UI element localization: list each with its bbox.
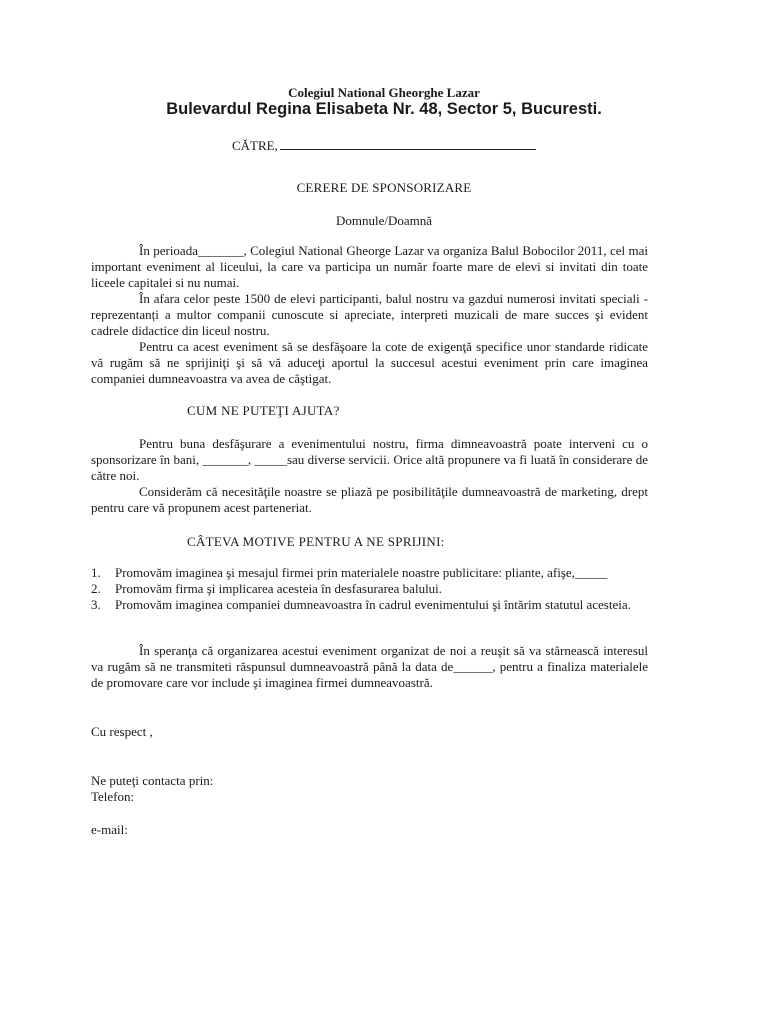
- document-title: CERERE DE SPONSORIZARE: [296, 180, 472, 195]
- list-item: [91, 597, 648, 613]
- intro-paragraph: Pentru ca acest eveniment să se desfăşoare la cote de exigenţă specifice unor standarde ridicate vă rugăm să ne sprijiniţi şi să vă aduceţi aportul la succesul acestui eveniment prin care imaginea companiei dumneavoastra va avea de câştigat.: [91, 339, 648, 386]
- closing-paragraph: În speranţa că organizarea acestui eveniment organizat de noi a reuşit să va stârnească interesul va rugăm să ne transmiteti răspunsul dumneavoastră până la data de______, pentru a finaliza materialele de promovare care vor include şi imaginea firmei dumneavoastră.: [91, 643, 648, 690]
- list-number: 3.: [91, 597, 101, 612]
- intro-paragraph: În afara celor peste 1500 de elevi participanti, balul nostru va gazdui numerosi invitati speciali - reprezentanți a multor companii cunoscute si apreciate, interpreti muzicali de mare succes şi evident cadrele didactice din liceul nostru.: [91, 291, 648, 338]
- email-label: e-mail:: [91, 822, 128, 837]
- recipient-blank: [280, 137, 536, 150]
- school-name: Colegiul National Gheorghe Lazar: [288, 85, 480, 100]
- greeting: Domnule/Doamnă: [335, 213, 433, 228]
- phone-label: Telefon:: [91, 789, 135, 804]
- intro-paragraph: În perioada_______, Colegiul National Gheorge Lazar va organiza Balul Bobocilor 2011, cel mai important eveniment al liceului, la care va participa un număr foarte mare de elevi si invitati din toate liceele capitalei si nu numai.: [91, 243, 648, 290]
- help-paragraph: Considerăm că necesităţile noastre se pliază pe posibilităţile dumneavoastră de marketing, drept pentru care vă propunem acest parteneriat.: [91, 484, 648, 515]
- closing-section: [91, 643, 648, 691]
- reasons-list: [91, 565, 648, 613]
- recipient-line: [232, 137, 536, 154]
- list-text: Promovăm imaginea companiei dumneavoastra în cadrul evenimentului şi întărim statutul acesteia.: [115, 597, 631, 612]
- list-text: Promovăm firma şi implicarea acesteia în desfasurarea balului.: [115, 581, 443, 596]
- list-number: 1.: [91, 565, 101, 580]
- recipient-label: CĂTRE,: [232, 138, 278, 153]
- contact-intro: Ne puteţi contacta prin:: [91, 773, 214, 788]
- list-item: [91, 581, 648, 597]
- help-paragraph: Pentru buna desfăşurare a evenimentului nostru, firma dimneavoastră poate interveni cu o sponsorizare în bani, _______, _____sau diverse servicii. Orice altă propunere va fi luată în considerare de către noi.: [91, 436, 648, 483]
- school-address: Bulevardul Regina Elisabeta Nr. 48, Sector 5, Bucuresti.: [166, 100, 602, 118]
- list-number: 2.: [91, 581, 101, 596]
- list-text: Promovăm imaginea şi mesajul firmei prin materialele noastre publicitare: pliante, afişe,_____: [115, 565, 608, 580]
- regards: Cu respect ,: [91, 724, 153, 739]
- list-item: [91, 565, 648, 581]
- help-section: [91, 436, 648, 516]
- contact-block: [91, 773, 213, 805]
- intro-section: [91, 243, 648, 387]
- help-heading: CUM NE PUTEŢI AJUTA?: [187, 403, 340, 418]
- reasons-heading: CÂTEVA MOTIVE PENTRU A NE SPRIJINI:: [187, 534, 445, 549]
